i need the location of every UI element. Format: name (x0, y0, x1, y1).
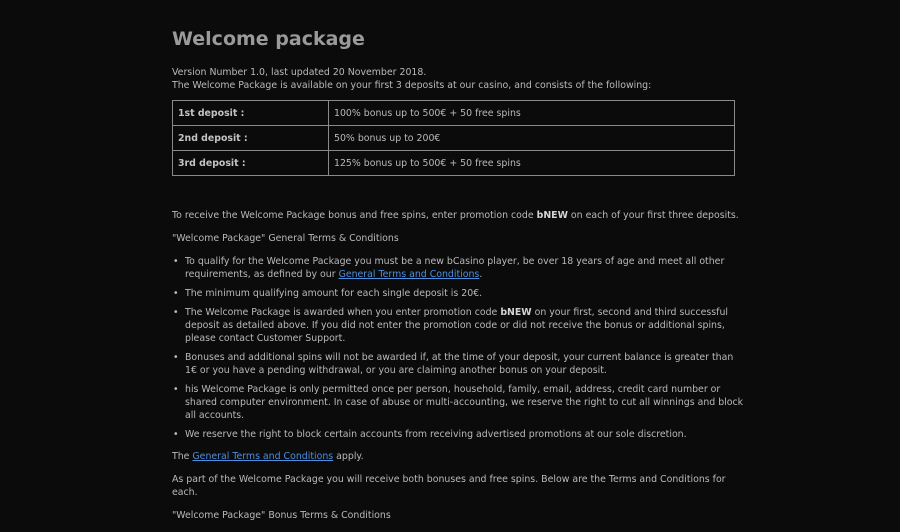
term-text: To qualify for the Welcome Package you must be a new bCasino player, be over 18 years of age and meet all other requirements, as defined by our (185, 256, 725, 280)
terms-list (172, 255, 747, 441)
bullet-icon: • (173, 288, 179, 299)
list-item (173, 428, 747, 441)
table-row (173, 126, 735, 151)
list-item (173, 255, 747, 281)
terms-body (172, 209, 747, 532)
version-line: Version Number 1.0, last updated 20 November 2018. (172, 67, 427, 78)
promo-text-before: To receive the Welcome Package bonus and free spins, enter promotion code (172, 210, 537, 221)
term-text-after: . (479, 269, 483, 280)
term-text: We reserve the right to block certain accounts from receiving advertised promotions at our sole discretion. (185, 429, 687, 440)
bullet-icon: • (173, 256, 179, 267)
term-text: The minimum qualifying amount for each single deposit is 20€. (185, 288, 483, 299)
bullet-icon: • (173, 429, 179, 440)
apply-text-before: The (172, 451, 193, 462)
bullet-icon: • (173, 352, 179, 363)
both-bonuses-paragraph: As part of the Welcome Package you will receive both bonuses and free spins. Below are the Terms and Conditions for each. (172, 474, 726, 498)
deposit-label: 2nd deposit : (173, 126, 329, 151)
promo-text-after: on each of your first three deposits. (567, 210, 739, 221)
term-text: his Welcome Package is only permitted once per person, household, family, email, address, credit card number or shared computer environment. In case of abuse or multi-accounting, we reserve the right to cut all winnings and block all accounts. (185, 384, 744, 421)
term-text-after: on your first, second and third successful deposit as detailed above. If you did not enter the promotion code or did not receive the bonus or additional spins, please contact Customer Support. (185, 307, 728, 344)
intro-text (172, 66, 747, 92)
general-terms-link[interactable]: General Terms and Conditions (192, 451, 334, 462)
list-item (173, 351, 747, 377)
table-row (173, 101, 735, 126)
bullet-icon: • (173, 384, 179, 395)
page-title: Welcome package (172, 28, 365, 50)
promo-code: bNEW (500, 307, 532, 318)
deposit-offer: 50% bonus up to 200€ (329, 126, 735, 151)
deposit-label: 1st deposit : (173, 101, 329, 126)
apply-text-after: apply. (333, 451, 364, 462)
list-item (173, 383, 747, 422)
term-text: Bonuses and additional spins will not be awarded if, at the time of your deposit, your current balance is greater than 1€ or you have a pending withdrawal, or you are claiming another bonus on your deposit. (185, 352, 734, 376)
apply-paragraph (172, 450, 747, 463)
bullet-icon: • (173, 307, 179, 318)
list-item (173, 306, 747, 345)
bonus-terms-heading: "Welcome Package" Bonus Terms & Conditions (172, 510, 391, 521)
promo-paragraph (172, 209, 747, 222)
deposit-offer: 125% bonus up to 500€ + 50 free spins (329, 151, 735, 176)
table-row (173, 151, 735, 176)
general-terms-heading: "Welcome Package" General Terms & Conditions (172, 233, 399, 244)
promo-code: bNEW (536, 210, 568, 221)
term-text: The Welcome Package is awarded when you enter promotion code (185, 307, 501, 318)
deposit-table (172, 100, 735, 176)
deposit-offer: 100% bonus up to 500€ + 50 free spins (329, 101, 735, 126)
list-item (173, 287, 747, 300)
availability-line: The Welcome Package is available on your first 3 deposits at our casino, and consists of the following: (172, 80, 652, 91)
deposit-label: 3rd deposit : (173, 151, 329, 176)
general-terms-link[interactable]: General Terms and Conditions (338, 269, 480, 280)
